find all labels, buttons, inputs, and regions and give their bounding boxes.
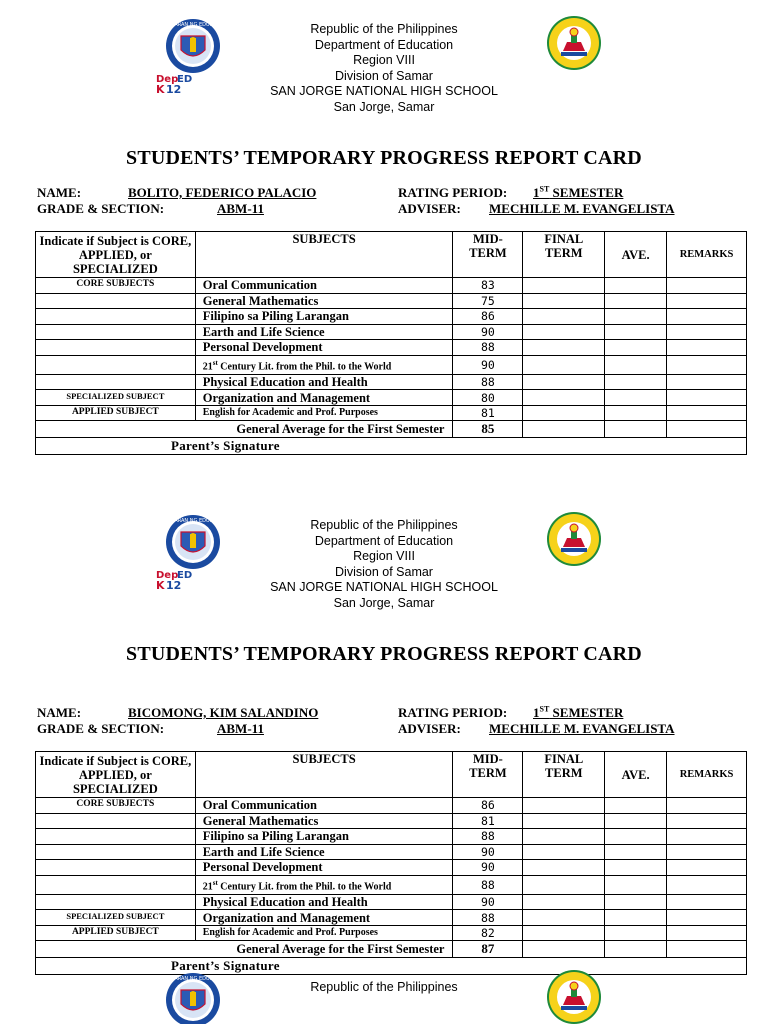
table-row — [36, 278, 747, 294]
remarks-cell — [667, 875, 747, 894]
student-name: BOLITO, FEDERICO PALACIO — [128, 185, 317, 200]
final-term-cell — [523, 405, 605, 421]
adviser-value: MECHILLE M. EVANGELISTA — [489, 721, 675, 736]
midterm-cell: 88 — [453, 875, 523, 894]
midterm-cell: 90 — [453, 324, 523, 340]
table-row — [36, 910, 747, 926]
midterm-cell: 90 — [453, 844, 523, 860]
final-term-cell — [523, 860, 605, 876]
category-cell — [36, 875, 196, 894]
midterm-cell: 81 — [453, 813, 523, 829]
midterm-header: MID- TERM — [453, 752, 523, 798]
category-header: Indicate if Subject is CORE, APPLIED, or SPECIALIZED — [36, 232, 196, 278]
table-row — [36, 829, 747, 845]
subject-cell: 21st Century Lit. from the Phil. to the World — [195, 355, 453, 374]
subject-cell: General Mathematics — [195, 813, 453, 829]
subject-cell: Personal Development — [195, 340, 453, 356]
ave-cell — [605, 813, 667, 829]
remarks-cell — [667, 293, 747, 309]
table-row — [36, 390, 747, 406]
midterm-cell: 88 — [453, 829, 523, 845]
remarks-header: REMARKS — [667, 752, 747, 798]
ave-cell — [605, 340, 667, 356]
remarks-cell — [667, 374, 747, 390]
ave-cell — [605, 278, 667, 294]
rating-period-label: RATING PERIOD: — [398, 185, 508, 200]
category-cell: CORE SUBJECTS — [36, 798, 196, 814]
report-card-1 — [0, 22, 768, 454]
final-term-cell — [523, 844, 605, 860]
general-average-label: General Average for the First Semester — [36, 421, 453, 438]
general-average-value: 85 — [453, 421, 523, 438]
remarks-cell — [667, 405, 747, 421]
school-seal-logo — [541, 512, 607, 566]
category-cell — [36, 844, 196, 860]
ave-cell — [605, 844, 667, 860]
adviser-value: MECHILLE M. EVANGELISTA — [489, 201, 675, 216]
grades-table — [35, 751, 747, 975]
subject-cell: General Mathematics — [195, 293, 453, 309]
remarks-cell — [667, 844, 747, 860]
subject-cell: Personal Development — [195, 860, 453, 876]
table-row — [36, 324, 747, 340]
header-text — [234, 22, 534, 116]
ave-cell — [605, 894, 667, 910]
category-cell — [36, 829, 196, 845]
table-row — [36, 860, 747, 876]
card-title: STUDENTS’ TEMPORARY PROGRESS REPORT CARD — [126, 147, 642, 169]
ave-header: AVE. — [605, 752, 667, 798]
final-term-cell — [523, 309, 605, 325]
subjects-header: SUBJECTS — [195, 232, 453, 278]
midterm-cell: 88 — [453, 374, 523, 390]
grade-section-value: ABM-11 — [217, 201, 264, 216]
final-term-cell — [523, 798, 605, 814]
category-cell: APPLIED SUBJECT — [36, 405, 196, 421]
final-term-cell — [523, 875, 605, 894]
ave-cell — [605, 309, 667, 325]
header-line: SAN JORGE NATIONAL HIGH SCHOOL — [270, 84, 498, 99]
parent-signature-row — [36, 438, 747, 455]
subject-cell: Oral Communication — [195, 798, 453, 814]
header-line: SAN JORGE NATIONAL HIGH SCHOOL — [270, 580, 498, 595]
parent-signature-label: Parent’s Signature — [36, 958, 747, 975]
subject-cell: English for Academic and Prof. Purposes — [195, 405, 453, 421]
name-label: NAME: — [37, 185, 82, 200]
midterm-cell: 83 — [453, 278, 523, 294]
final-term-cell — [523, 293, 605, 309]
remarks-cell — [667, 925, 747, 941]
category-cell: CORE SUBJECTS — [36, 278, 196, 294]
remarks-cell — [667, 390, 747, 406]
table-row — [36, 355, 747, 374]
general-average-label: General Average for the First Semester — [36, 941, 453, 958]
table-row — [36, 925, 747, 941]
rating-period-value: 1ST SEMESTER — [533, 705, 624, 721]
header-line: Republic of the Philippines — [310, 22, 458, 36]
grade-section-label: GRADE & SECTION: — [37, 721, 165, 736]
ave-cell — [605, 405, 667, 421]
remarks-cell — [667, 309, 747, 325]
category-cell: APPLIED SUBJECT — [36, 925, 196, 941]
category-header: Indicate if Subject is CORE, APPLIED, or SPECIALIZED — [36, 752, 196, 798]
general-average-row — [36, 421, 747, 438]
table-row — [36, 405, 747, 421]
remarks-cell — [667, 355, 747, 374]
final-term-cell — [523, 925, 605, 941]
ave-cell — [605, 798, 667, 814]
final-term-cell — [523, 340, 605, 356]
subject-cell: Organization and Management — [195, 390, 453, 406]
header-text — [234, 518, 534, 612]
subject-cell: Physical Education and Health — [195, 894, 453, 910]
ave-cell — [605, 324, 667, 340]
adviser-label: ADVISER: — [398, 201, 461, 216]
general-average-value: 87 — [453, 941, 523, 958]
rating-period-label: RATING PERIOD: — [398, 705, 508, 720]
final-term-cell — [523, 910, 605, 926]
grade-section-label: GRADE & SECTION: — [37, 201, 165, 216]
name-label: NAME: — [37, 705, 82, 720]
category-cell — [36, 894, 196, 910]
final-term-cell — [523, 374, 605, 390]
category-cell — [36, 309, 196, 325]
category-cell: SPECIALIZED SUBJECT — [36, 390, 196, 406]
category-cell — [36, 324, 196, 340]
midterm-cell: 86 — [453, 309, 523, 325]
table-row — [36, 293, 747, 309]
final-term-header: FINAL TERM — [523, 232, 605, 278]
subject-cell: Earth and Life Science — [195, 844, 453, 860]
grade-section-value: ABM-11 — [217, 721, 264, 736]
parent-signature-label: Parent’s Signature — [36, 438, 747, 455]
ave-cell — [605, 355, 667, 374]
header-line: Department of Education — [314, 37, 454, 52]
school-seal-logo — [541, 970, 607, 1024]
school-seal-logo — [541, 16, 607, 70]
remarks-cell — [667, 324, 747, 340]
midterm-cell: 80 — [453, 390, 523, 406]
remarks-cell — [667, 813, 747, 829]
midterm-cell: 82 — [453, 925, 523, 941]
school-header — [0, 22, 768, 117]
final-term-cell — [523, 324, 605, 340]
midterm-cell: 88 — [453, 910, 523, 926]
table-row — [36, 798, 747, 814]
subject-cell: English for Academic and Prof. Purposes — [195, 925, 453, 941]
category-cell — [36, 293, 196, 309]
ave-cell — [605, 910, 667, 926]
remarks-cell — [667, 340, 747, 356]
deped-k12-logo — [148, 14, 238, 94]
subject-cell: Filipino sa Piling Larangan — [195, 829, 453, 845]
table-row — [36, 844, 747, 860]
midterm-header: MID- TERM — [453, 232, 523, 278]
subject-cell: Oral Communication — [195, 278, 453, 294]
header-line: Department of Education — [314, 533, 454, 548]
final-term-cell — [523, 278, 605, 294]
category-cell: SPECIALIZED SUBJECT — [36, 910, 196, 926]
subject-cell: Physical Education and Health — [195, 374, 453, 390]
midterm-cell: 90 — [453, 894, 523, 910]
ave-cell — [605, 925, 667, 941]
header-line: Region VIII — [353, 549, 415, 564]
student-name: BICOMONG, KIM SALANDINO — [128, 705, 319, 720]
header-line: Republic of the Philippines — [310, 518, 458, 532]
header-line: Region VIII — [353, 53, 415, 68]
midterm-cell: 90 — [453, 355, 523, 374]
table-row — [36, 875, 747, 894]
category-cell — [36, 813, 196, 829]
grades-table — [35, 231, 747, 455]
table-row — [36, 340, 747, 356]
category-cell — [36, 355, 196, 374]
final-term-cell — [523, 829, 605, 845]
remarks-cell — [667, 798, 747, 814]
deped-k12-logo — [148, 968, 238, 1024]
school-header — [0, 518, 768, 613]
header-line: Division of Samar — [335, 564, 433, 579]
table-row — [36, 813, 747, 829]
parent-signature-row — [36, 958, 747, 975]
header-line: San Jorge, Samar — [333, 595, 435, 610]
final-term-cell — [523, 355, 605, 374]
subject-cell: 21st Century Lit. from the Phil. to the World — [195, 875, 453, 894]
remarks-cell — [667, 278, 747, 294]
remarks-cell — [667, 829, 747, 845]
remarks-cell — [667, 860, 747, 876]
adviser-label: ADVISER: — [398, 721, 461, 736]
ave-header: AVE. — [605, 232, 667, 278]
ave-cell — [605, 374, 667, 390]
ave-cell — [605, 390, 667, 406]
ave-cell — [605, 293, 667, 309]
remarks-cell — [667, 894, 747, 910]
remarks-header: REMARKS — [667, 232, 747, 278]
subject-cell: Filipino sa Piling Larangan — [195, 309, 453, 325]
final-term-cell — [523, 390, 605, 406]
ave-cell — [605, 829, 667, 845]
subject-cell: Organization and Management — [195, 910, 453, 926]
table-row — [36, 309, 747, 325]
midterm-cell: 75 — [453, 293, 523, 309]
midterm-cell: 86 — [453, 798, 523, 814]
final-term-cell — [523, 813, 605, 829]
header-line: San Jorge, Samar — [333, 99, 435, 114]
category-cell — [36, 340, 196, 356]
header-line: Division of Samar — [335, 68, 433, 83]
remarks-cell — [667, 910, 747, 926]
midterm-cell: 81 — [453, 405, 523, 421]
midterm-cell: 90 — [453, 860, 523, 876]
ave-cell — [605, 875, 667, 894]
category-cell — [36, 374, 196, 390]
final-term-cell — [523, 894, 605, 910]
report-card-2 — [0, 518, 768, 974]
header-line: Republic of the Philippines — [310, 980, 458, 994]
card-title: STUDENTS’ TEMPORARY PROGRESS REPORT CARD — [126, 643, 642, 665]
midterm-cell: 88 — [453, 340, 523, 356]
category-cell — [36, 860, 196, 876]
rating-period-value: 1ST SEMESTER — [533, 185, 624, 201]
deped-k12-logo — [148, 510, 238, 590]
table-row — [36, 894, 747, 910]
subject-cell: Earth and Life Science — [195, 324, 453, 340]
subjects-header: SUBJECTS — [195, 752, 453, 798]
final-term-header: FINAL TERM — [523, 752, 605, 798]
table-row — [36, 374, 747, 390]
general-average-row — [36, 941, 747, 958]
ave-cell — [605, 860, 667, 876]
